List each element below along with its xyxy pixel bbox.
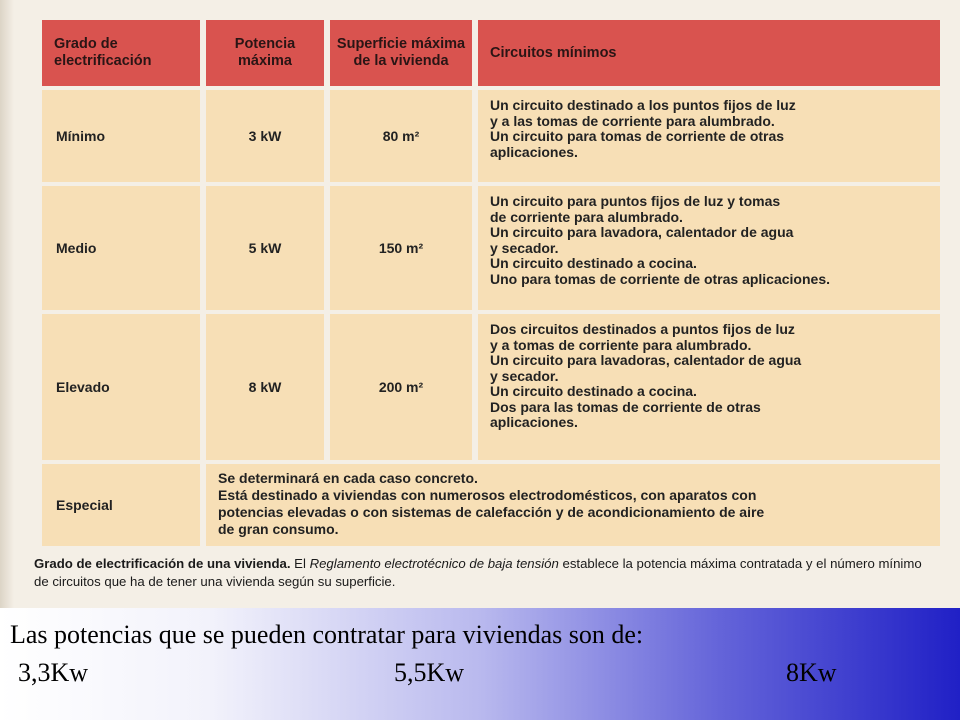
circuit-line: Un circuito para lavadora, calentador de agua [490,224,794,240]
row-elevado-circuitos [478,314,940,460]
row-elevado-superficie: 200 m² [330,314,472,460]
circuit-line: y a las tomas de corriente para alumbrado. [490,112,775,129]
circuit-line: Un circuito para puntos fijos de luz y tomas [490,193,781,209]
row-minimo-potencia: 3 kW [206,90,324,182]
header-grado: Grado de electrificación [42,20,200,86]
page-edge-shadow [0,0,14,608]
footer-value-3: 8Kw [786,658,837,687]
footer-sentence: Las potencias que se pueden contratar para viviendas son de: [10,620,644,649]
especial-line: de gran consumo. [218,521,339,537]
table-caption [34,555,934,591]
caption-text-2: establece la potencia máxima contratada y el número mínimo de circuitos que ha de tener una vivienda según su superficie. [34,556,922,589]
circuit-line: y secador. [490,239,559,256]
row-elevado-potencia: 8 kW [206,314,324,460]
row-especial-texto [206,464,940,546]
circuit-line: aplicaciones. [490,143,578,160]
especial-line: Se determinará en cada caso concreto. [218,470,478,486]
circuit-line: y secador. [490,367,559,384]
circuit-line: aplicaciones. [490,414,578,430]
row-especial-grado: Especial [42,464,200,546]
row-elevado-grado: Elevado [42,314,200,460]
circuit-line: Un circuito destinado a cocina. [490,383,697,399]
circuit-line: y a tomas de corriente para alumbrado. [490,336,752,353]
caption-title: Grado de electrificación de una vivienda. [34,556,291,571]
caption-reglamento: Reglamento electrotécnico de baja tensión [309,556,559,571]
header-potencia: Potencia máxima [206,20,324,86]
caption-text-1: El [290,556,310,571]
circuit-line: Un circuito para tomas de corriente de otras [490,128,785,144]
row-medio-potencia: 5 kW [206,186,324,310]
row-medio-superficie: 150 m² [330,186,472,310]
circuit-line: de corriente para alumbrado. [490,208,683,225]
row-medio-circuitos [478,186,940,310]
circuit-line: Uno para tomas de corriente de otras aplicaciones. [490,270,830,287]
circuit-line: Dos circuitos destinados a puntos fijos de luz [490,321,795,337]
row-minimo-circuitos [478,90,940,182]
row-medio-grado: Medio [42,186,200,310]
circuit-line: Un circuito destinado a cocina. [490,255,697,271]
header-superficie: Superficie máxima de la vivienda [330,20,472,86]
circuit-line: Un circuito para lavadoras, calentador de agua [490,352,802,368]
footer-band [0,608,960,720]
footer-value-2: 5,5Kw [394,658,465,687]
row-minimo-superficie: 80 m² [330,90,472,182]
circuit-line: Dos para las tomas de corriente de otras [490,398,761,415]
row-minimo-grado: Mínimo [42,90,200,182]
especial-line: potencias elevadas o con sistemas de calefacción y de acondicionamiento de aire [218,504,765,520]
especial-line: Está destinado a viviendas con numerosos electrodomésticos, con aparatos con [218,487,757,503]
header-circuitos: Circuitos mínimos [478,20,940,86]
circuit-line: Un circuito destinado a los puntos fijos de luz [490,97,796,113]
footer-value-1: 3,3Kw [18,658,89,687]
